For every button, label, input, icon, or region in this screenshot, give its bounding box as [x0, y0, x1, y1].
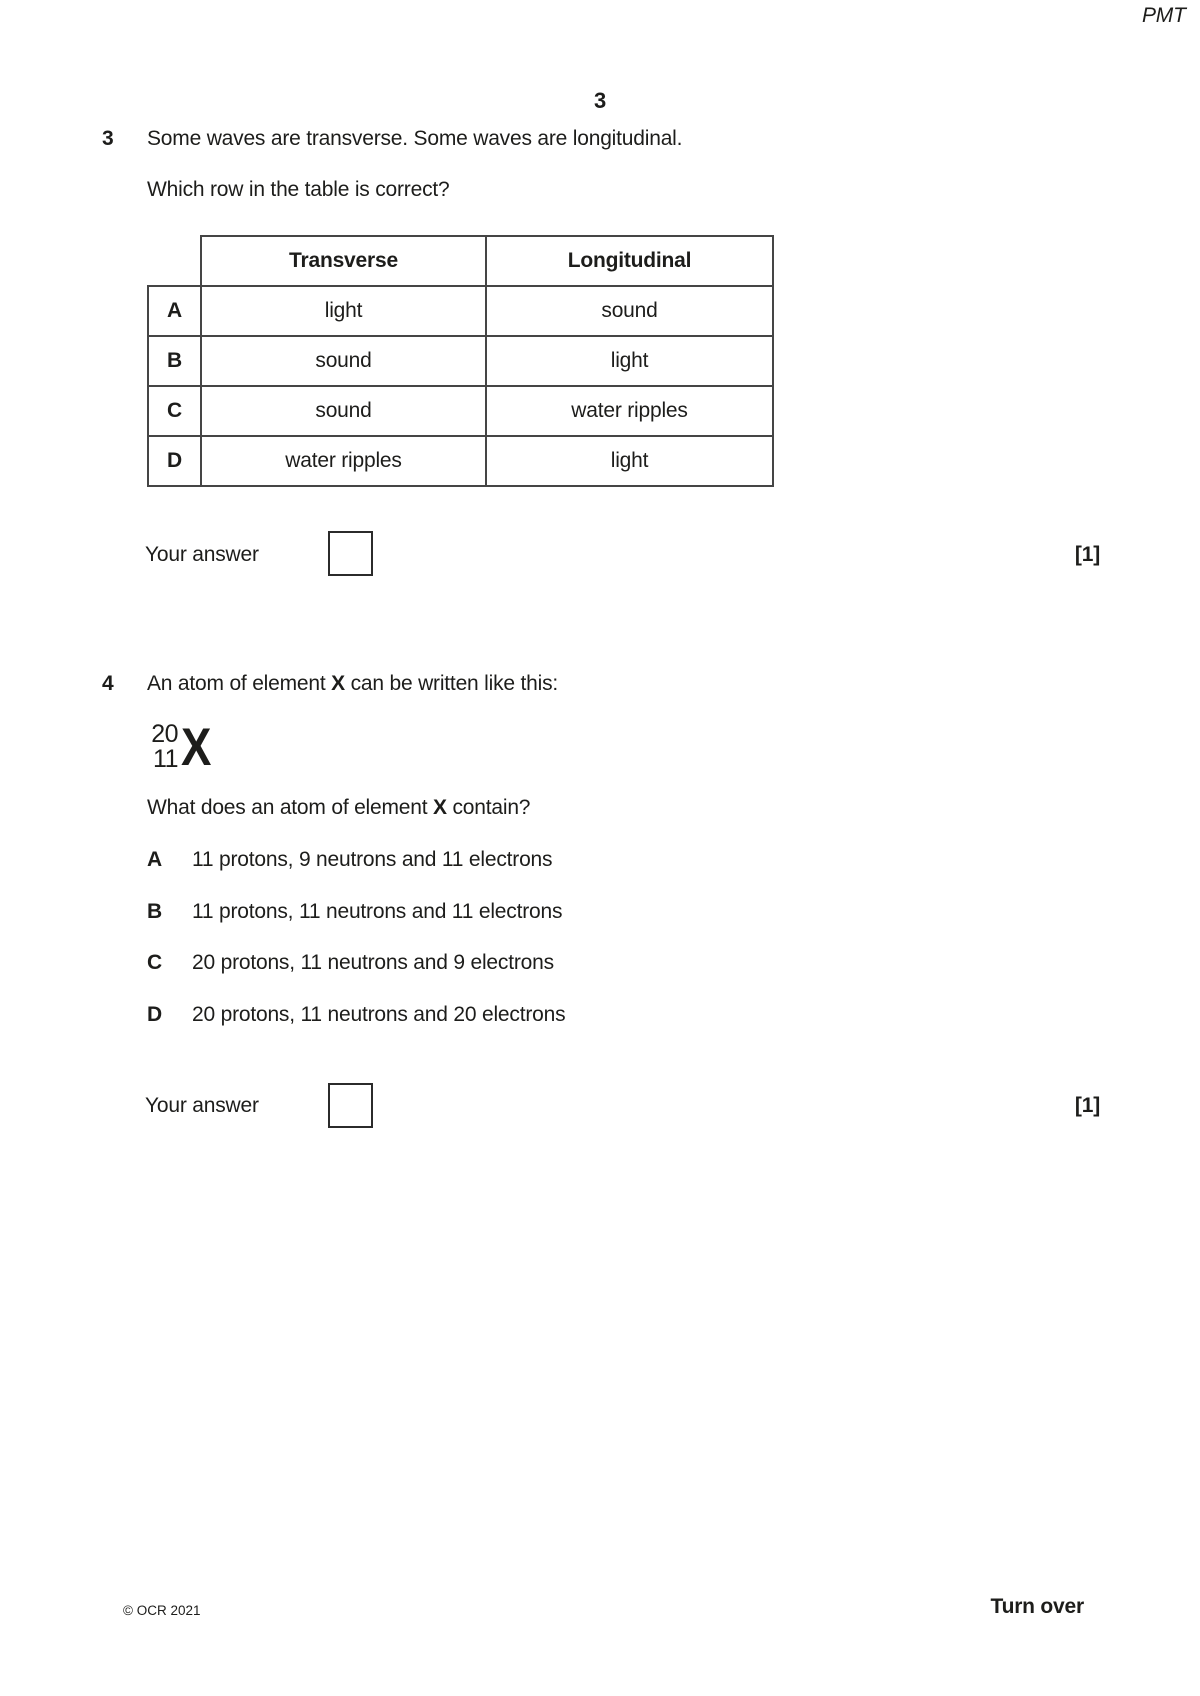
option-b	[147, 899, 562, 925]
question-3-number: 3	[102, 127, 114, 150]
table-row	[148, 336, 773, 386]
table-cell: water ripples	[486, 386, 773, 436]
atomic-number: 11	[153, 745, 178, 773]
turn-over-label: Turn over	[990, 1595, 1084, 1618]
table-row	[148, 386, 773, 436]
q4-question-before: What does an atom of element	[147, 796, 434, 819]
question-3-prompt: Some waves are transverse. Some waves are longitudinal.	[147, 127, 683, 150]
table-cell: sound	[486, 286, 773, 336]
table-row	[148, 286, 773, 336]
q4-question-element-symbol: X	[433, 796, 447, 819]
question-4-prompt	[147, 671, 558, 697]
table-corner-cell	[148, 236, 201, 286]
column-header-longitudinal: Longitudinal	[486, 236, 773, 286]
copyright-notice: © OCR 2021	[123, 1603, 201, 1618]
table-cell: light	[486, 436, 773, 486]
pmt-watermark: PMT	[1142, 4, 1186, 27]
option-d-letter: D	[147, 1003, 162, 1026]
table-cell: sound	[201, 336, 486, 386]
q4-marks: [1]	[1074, 1094, 1100, 1117]
q3-answer-box[interactable]	[328, 531, 373, 576]
mass-number: 20	[151, 720, 178, 748]
row-label: D	[148, 436, 201, 486]
q3-answer-label: Your answer	[145, 543, 259, 566]
page-number: 3	[593, 88, 607, 113]
q4-answer-label: Your answer	[145, 1094, 259, 1117]
option-c-letter: C	[147, 951, 162, 974]
option-a-text: 11 protons, 9 neutrons and 11 electrons	[192, 848, 553, 871]
option-c-text: 20 protons, 11 neutrons and 9 electrons	[192, 951, 554, 974]
element-symbol: X	[181, 717, 212, 777]
option-a	[147, 847, 552, 873]
question-4-subprompt	[147, 795, 530, 821]
question-3-subprompt: Which row in the table is correct?	[147, 178, 450, 201]
question-4-number: 4	[102, 672, 114, 695]
option-a-letter: A	[147, 848, 162, 871]
q4-intro-element-symbol: X	[331, 672, 345, 695]
nuclide-notation	[136, 719, 216, 775]
q3-marks: [1]	[1074, 543, 1100, 566]
nuclide-numbers	[136, 722, 178, 772]
table-cell: sound	[201, 386, 486, 436]
option-b-text: 11 protons, 11 neutrons and 11 electrons	[192, 900, 563, 923]
table-cell: water ripples	[201, 436, 486, 486]
option-b-letter: B	[147, 900, 162, 923]
q4-answer-box[interactable]	[328, 1083, 373, 1128]
column-header-transverse: Transverse	[201, 236, 486, 286]
q4-intro-after: can be written like this:	[344, 672, 559, 695]
table-cell: light	[486, 336, 773, 386]
q3-options-table	[147, 235, 774, 487]
option-d-text: 20 protons, 11 neutrons and 20 electrons	[192, 1003, 566, 1026]
row-label: A	[148, 286, 201, 336]
table-header-row	[148, 236, 773, 286]
row-label: B	[148, 336, 201, 386]
table-row	[148, 436, 773, 486]
option-c	[147, 950, 554, 976]
q4-question-after: contain?	[446, 796, 531, 819]
option-d	[147, 1002, 565, 1028]
table-cell: light	[201, 286, 486, 336]
q4-intro-before: An atom of element	[147, 672, 332, 695]
row-label: C	[148, 386, 201, 436]
